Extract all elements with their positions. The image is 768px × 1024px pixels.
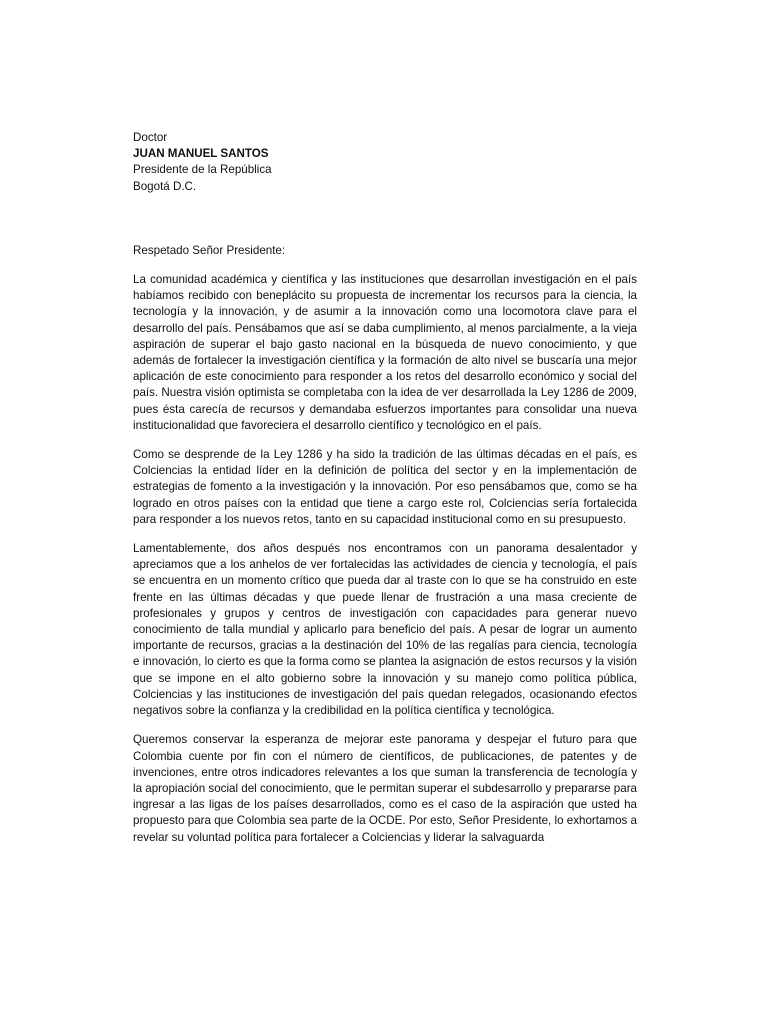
paragraph-4: Queremos conservar la esperanza de mejorar este panorama y despejar el futuro para que Colombia cuente por fin con el número de científicos, de publicaciones, de patentes y de invenciones, entre otros indicadores relevantes a los que suman la transferencia de tecnología y la apropiación social del conocimiento, que le permitan superar el subdesarrollo y prepararse para ingresar a las ligas de los países desarrollados, como es el caso de la aspiración que usted ha propuesto para que Colombia sea parte de la OCDE. Por esto, Señor Presidente, lo exhortamos a revelar su voluntad política para fortalecer a Colciencias y liderar la salvaguarda [133, 733, 637, 844]
paragraph-3: Lamentablemente, dos años después nos encontramos con un panorama desalentador y apreciamos que a los anhelos de ver fortalecidas las actividades de ciencia y tecnología, el país se encuentra en un momento crítico que pueda dar al traste con lo que se ha construido en este frente en las últimas décadas y que puede llenar de frustración a una masa creciente de profesionales y grupos y centros de investigación con capacidades para generar nuevo conocimiento de talla mundial y aplicarlo para beneficio del país. A pesar de lograr un aumento importante de recursos, gracias a la destinación del 10% de las regalías para ciencia, tecnología e innovación, lo cierto es que la forma como se plantea la asignación de estos recursos y la visión que se impone en el alto gobierno sobre la innovación y su manejo como política pública, Colciencias y las instituciones de investigación del país quedan relegados, ocasionando efectos negativos sobre la confianza y la credibilidad en la política científica y tecnológica. [133, 542, 637, 718]
recipient-block [133, 130, 637, 195]
recipient-name: JUAN MANUEL SANTOS [133, 147, 269, 161]
paragraph-1: La comunidad académica y científica y las instituciones que desarrollan investigación en el país habíamos recibido con beneplácito su propuesta de incrementar los recursos para la ciencia, la tecnología y la innovación, y de asumir a la innovación como una locomotora clave para el desarrollo del país. Pensábamos que así se daba cumplimiento, al menos parcialmente, a la vieja aspiración de superar el bajo gasto nacional en la búsqueda de nuevo conocimiento, y que además de fortalecer la investigación científica y la formación de alto nivel se buscaría una mejor aplicación de este conocimiento para responder a los retos del desarrollo económico y social del país. Nuestra visión optimista se completaba con la idea de ver desarrollada la Ley 1286 de 2009, pues ésta carecía de recursos y demandaba esfuerzos importantes para consolidar una nueva institucionalidad que favoreciera el desarrollo científico y tecnológico en el país. [133, 273, 637, 432]
recipient-title: Doctor [133, 131, 168, 144]
letter-body [133, 130, 637, 846]
paragraph-2: Como se desprende de la Ley 1286 y ha sido la tradición de las últimas décadas en el país, es Colciencias la entidad líder en la definición de política del sector y en la implementación de estrategias de fomento a la investigación y la innovación. Por eso pensábamos que, como se ha logrado en otros países con la entidad que tiene a cargo este rol, Colciencias sería fortalecida para responder a los nuevos retos, tanto en su capacidad institucional como en su presupuesto. [133, 448, 637, 526]
salutation: Respetado Señor Presidente: [133, 243, 286, 257]
recipient-position: Presidente de la República [133, 163, 272, 177]
recipient-city: Bogotá D.C. [133, 179, 197, 193]
